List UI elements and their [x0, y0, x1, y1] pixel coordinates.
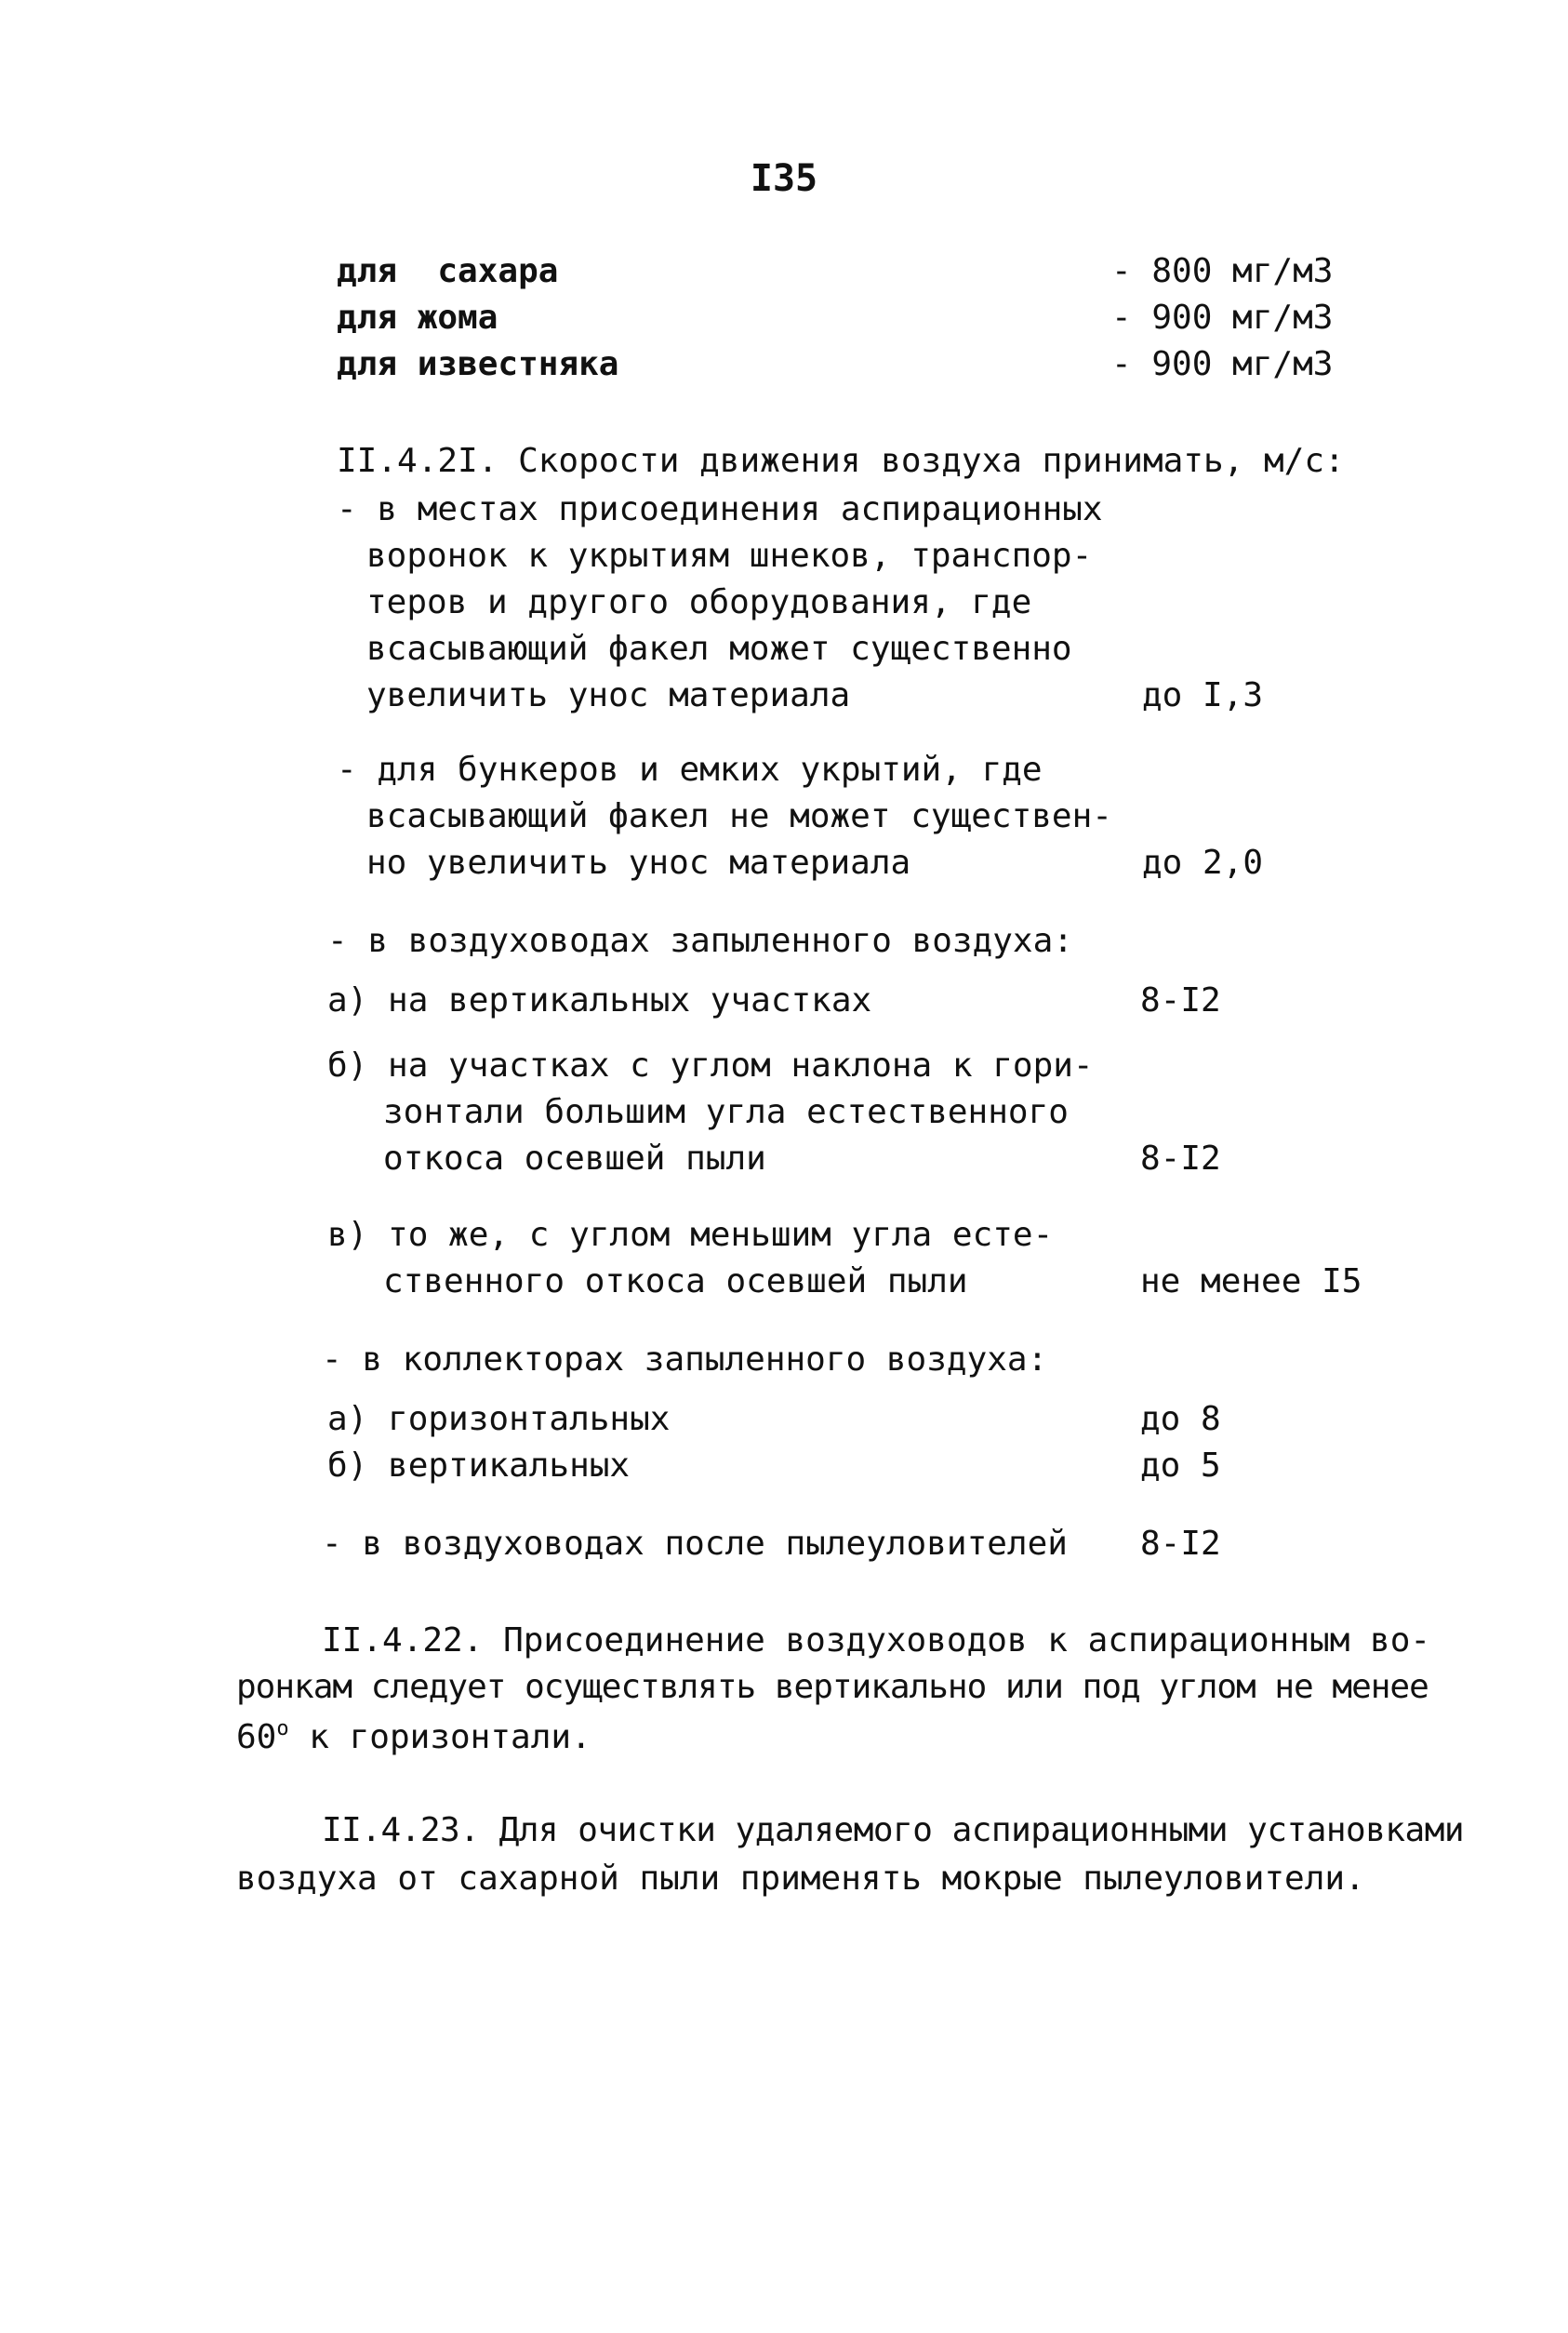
section-23-line: воздуха от сахарной пыли применять мокрые пылеуловители. [236, 1860, 1365, 1898]
section-22-line: ронкам следует осуществлять вертикально или под углом не менее [236, 1668, 1428, 1706]
coll-a-value: до 8 [1140, 1400, 1221, 1438]
item2-line: всасывающий факел не может существен- [366, 797, 1112, 835]
limit-label-pulp: для жома [337, 299, 498, 337]
item1-line: воронок к укрытиям шнеков, транспор- [366, 537, 1093, 575]
coll-b-value: до 5 [1140, 1446, 1221, 1485]
duct-c-value: не менее I5 [1140, 1262, 1362, 1300]
duct-c-line: в) то же, с углом меньшим угла есте- [327, 1216, 1054, 1254]
item2-value: до 2,0 [1142, 844, 1264, 882]
item1-value: до I,3 [1142, 676, 1264, 714]
after-filters-text: - в воздуховодах после пылеуловителей [322, 1525, 1068, 1563]
duct-b-line: откоса осевшей пыли [383, 1140, 766, 1178]
section-23-line: II.4.23. Для очистки удаляемого аспирационными установками [322, 1811, 1465, 1849]
limit-label-sugar: для сахара [337, 252, 559, 290]
section-22-line: II.4.22. Присоединение воздуховодов к аспирационным во- [322, 1621, 1431, 1660]
limit-value-sugar: - 800 мг/м3 [1111, 252, 1334, 290]
duct-b-line: б) на участках с углом наклона к гори- [327, 1047, 1094, 1085]
coll-a-text: а) горизонтальных [327, 1400, 671, 1438]
duct-a-value: 8-I2 [1140, 981, 1221, 1020]
page-number: I35 [750, 157, 818, 200]
item1-line: увеличить унос материала [366, 676, 851, 714]
ducts-heading: - в воздуховодах запыленного воздуха: [327, 922, 1073, 960]
limit-value-pulp: - 900 мг/м3 [1111, 299, 1334, 337]
section-22-line: 60$^o$ к горизонтали. [236, 1717, 591, 1756]
item1-line: - в местах присоединения аспирационных [337, 490, 1103, 528]
item2-line: - для бункеров и емких укрытий, где [337, 751, 1043, 789]
section-21-heading: II.4.2I. Скорости движения воздуха принимать, м/с: [337, 442, 1345, 480]
limit-value-limestone: - 900 мг/м3 [1111, 345, 1334, 383]
item1-line: всасывающий факел может существенно [366, 630, 1072, 668]
item1-line: теров и другого оборудования, где [366, 583, 1032, 621]
duct-a-text: а) на вертикальных участках [327, 981, 872, 1020]
item2-line: но увеличить унос материала [366, 844, 911, 882]
duct-b-line: зонтали большим угла естественного [383, 1093, 1069, 1131]
duct-b-value: 8-I2 [1140, 1140, 1221, 1178]
coll-b-text: б) вертикальных [327, 1446, 631, 1485]
duct-c-line: ственного откоса осевшей пыли [383, 1262, 968, 1300]
limit-label-limestone: для известняка [337, 345, 619, 383]
collectors-heading: - в коллекторах запыленного воздуха: [322, 1340, 1048, 1379]
after-filters-value: 8-I2 [1140, 1525, 1221, 1563]
